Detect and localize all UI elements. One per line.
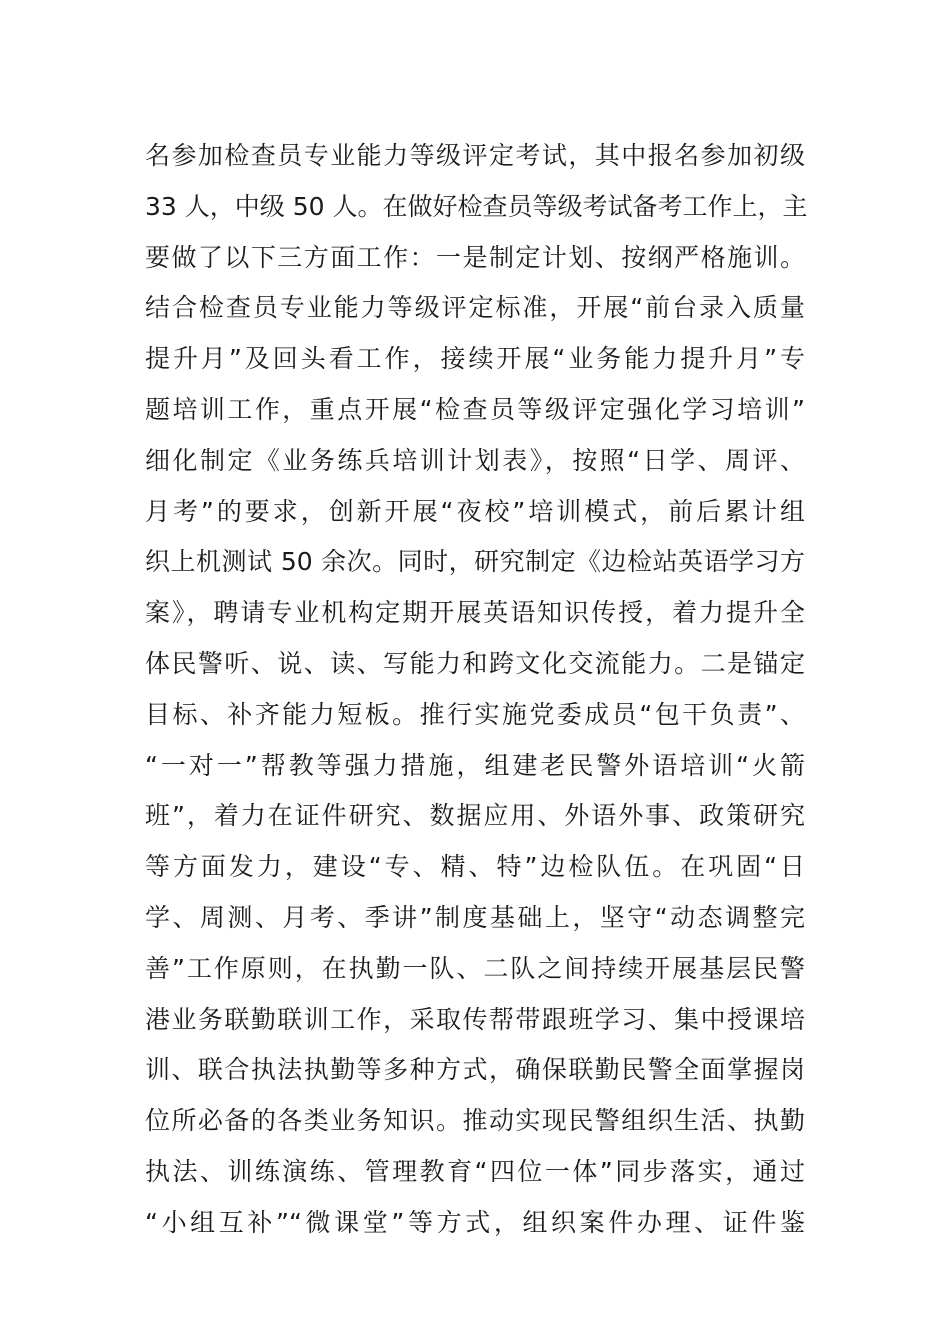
paragraph-line: “小组互补”“微课堂”等方式，组织案件办理、证件鉴 <box>145 1207 805 1237</box>
paragraph-line: 结合检查员专业能力等级评定标准，开展“前台录入质量 <box>145 293 805 323</box>
paragraph-line: 名参加检查员专业能力等级评定考试，其中报名参加初级 <box>145 141 805 170</box>
paragraph-line: 执法、训练演练、管理教育“四位一体”同步落实，通过 <box>145 1156 805 1186</box>
body-paragraph <box>145 131 808 1249</box>
paragraph-line: 善”工作原则，在执勤一队、二队之间持续开展基层民警 <box>145 953 805 983</box>
paragraph-line: 月考”的要求，创新开展“夜校”培训模式，前后累计组 <box>145 496 805 526</box>
paragraph-line: 33 人，中级 50 人。在做好检查员等级考试备考工作上，主 <box>145 191 808 221</box>
paragraph-line: 目标、补齐能力短板。推行实施党委成员“包干负责”、 <box>145 699 805 729</box>
paragraph-line: 港业务联勤联训工作，采取传帮带跟班学习、集中授课培 <box>145 1004 805 1034</box>
paragraph-line: 细化制定《业务练兵培训计划表》，按照“日学、周评、 <box>145 445 805 475</box>
paragraph-line: 题培训工作，重点开展“检查员等级评定强化学习培训” <box>145 394 805 424</box>
paragraph-line: 体民警听、说、读、写能力和跨文化交流能力。二是锚定 <box>145 648 805 678</box>
paragraph-line: 等方面发力，建设“专、精、特”边检队伍。在巩固“日 <box>145 852 805 882</box>
paragraph-line: 案》，聘请专业机构定期开展英语知识传授，着力提升全 <box>145 598 805 628</box>
paragraph-line: 要做了以下三方面工作：一是制定计划、按纲严格施训。 <box>145 242 805 272</box>
paragraph-line: 学、周测、月考、季讲”制度基础上，坚守“动态调整完 <box>145 902 805 932</box>
paragraph-line: 织上机测试 50 余次。同时，研究制定《边检站英语学习方 <box>145 547 805 577</box>
paragraph-line: 提升月”及回头看工作，接续开展“业务能力提升月”专 <box>145 344 805 374</box>
paragraph-line: 训、联合执法执勤等多种方式，确保联勤民警全面掌握岗 <box>145 1055 805 1085</box>
paragraph-line: 班”，着力在证件研究、数据应用、外语外事、政策研究 <box>145 801 805 831</box>
paragraph-line: “一对一”帮教等强力措施，组建老民警外语培训“火箭 <box>145 750 805 780</box>
paragraph-line: 位所必备的各类业务知识。推动实现民警组织生活、执勤 <box>145 1106 805 1136</box>
